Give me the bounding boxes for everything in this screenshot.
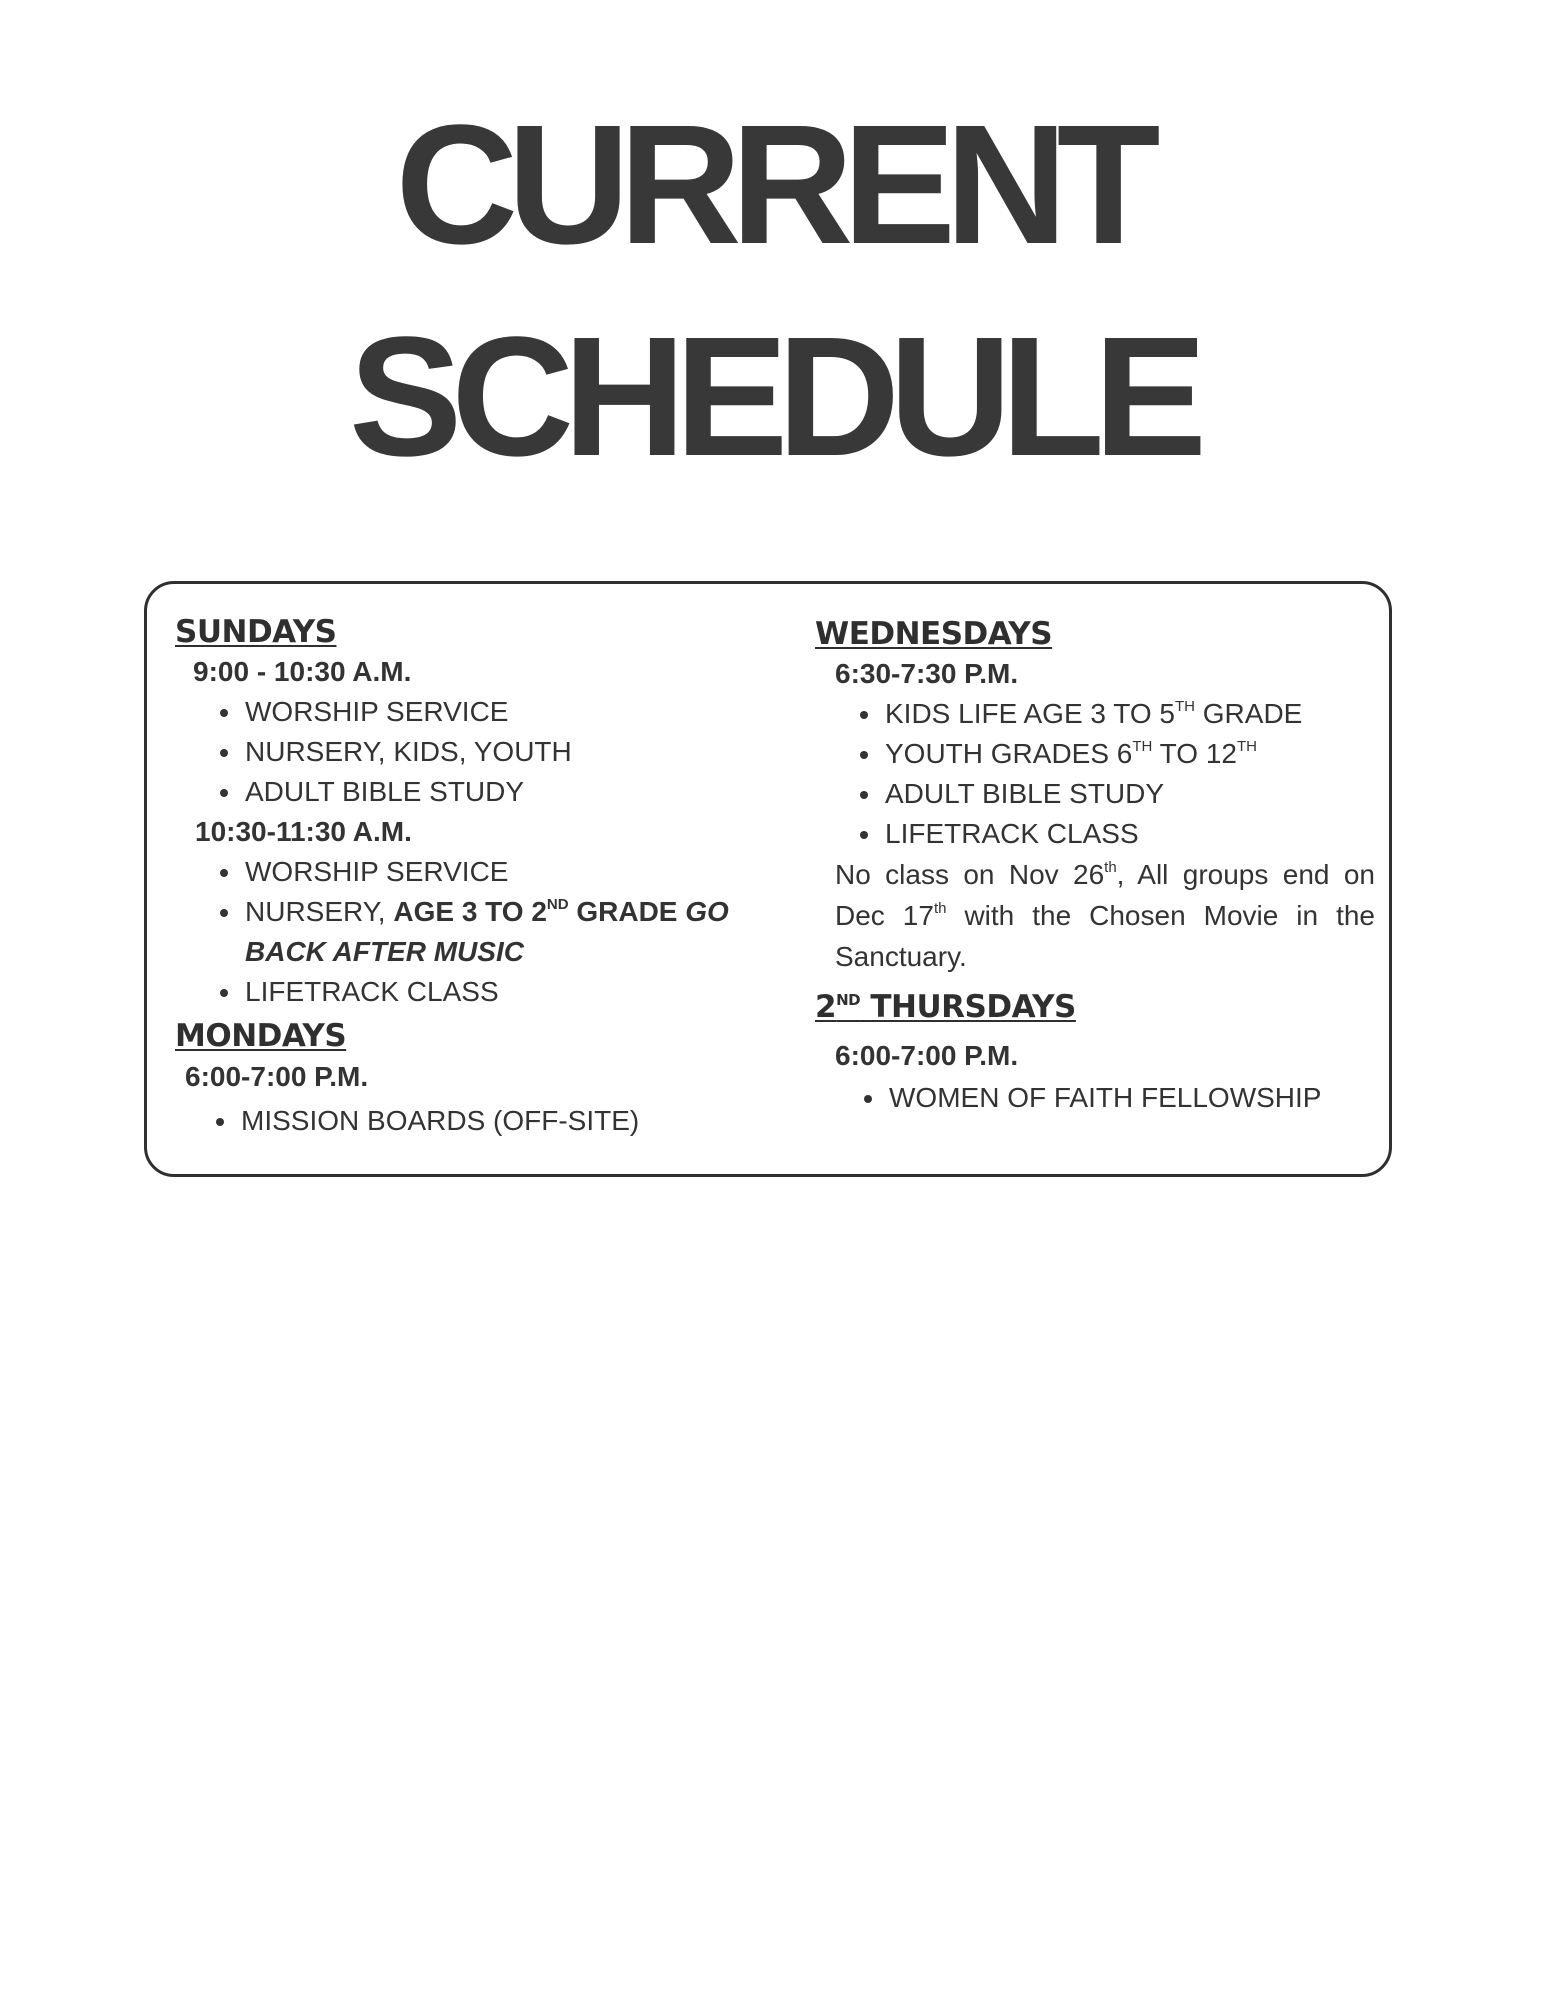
wednesdays-list [815,694,1375,854]
heading-number: 2 [815,989,837,1026]
sundays-time-1: 9:00 - 10:30 A.M. [193,656,412,688]
note-text: No class on Nov 26 [835,859,1105,891]
ordinal-suffix: ND [546,896,569,914]
title-line-1: CURRENT [395,90,1150,280]
list-item [243,892,765,972]
sundays-heading: SUNDAYS [175,614,337,650]
right-column [815,614,1375,1118]
wednesdays-time: 6:30-7:30 P.M. [835,658,1019,690]
note-text: GO BACK AFTER MUSIC [245,896,729,968]
title-line-2: SCHEDULE [348,302,1197,492]
item-text: KIDS LIFE AGE 3 TO 5 [885,698,1175,730]
note-text: , All groups end on Dec 17 [835,859,1375,932]
age-range-text: AGE 3 TO 2 [393,896,547,928]
sundays-time-2: 10:30-11:30 A.M. [195,816,412,848]
list-item: • MISSION BOARDS (OFF-SITE) [239,1101,765,1141]
ordinal-suffix: ND [836,991,861,1010]
note-text: with the Chosen Movie in the Sanctuary. [835,900,1376,973]
wednesdays-note [815,854,1375,977]
list-item: • WOMEN OF FAITH FELLOWSHIP [887,1078,1375,1118]
ordinal-suffix: th [933,900,947,918]
list-item: • LIFETRACK CLASS [883,814,1375,854]
list-item [883,734,1375,774]
heading-text: THURSDAYS [860,989,1076,1026]
list-item: • ADULT BIBLE STUDY [883,774,1375,814]
thursdays-heading [815,987,1375,1027]
ordinal-suffix: TH [1236,738,1257,756]
mondays-heading: MONDAYS [175,1018,347,1055]
grade-text: GRADE [568,896,686,928]
ordinal-suffix: TH [1174,698,1195,716]
item-text: NURSERY, [245,896,394,928]
schedule-box [144,581,1392,1177]
list-item: • ADULT BIBLE STUDY [243,772,765,812]
item-text: YOUTH GRADES 6 [885,738,1133,770]
mondays-time: 6:00-7:00 P.M. [185,1060,369,1092]
thursdays-time: 6:00-7:00 P.M. [835,1039,1019,1071]
item-text: GRADE [1194,698,1303,730]
item-text: TO 12 [1152,738,1237,770]
ordinal-suffix: TH [1132,738,1153,756]
thursdays-list [815,1078,1375,1118]
wednesdays-heading: WEDNESDAYS [815,616,1053,652]
sundays-slot1-list [175,692,765,812]
list-item: • NURSERY, KIDS, YOUTH [243,732,765,772]
list-item [883,694,1375,734]
sundays-slot2-list [175,852,765,1012]
mondays-list [175,1101,765,1141]
list-item: • WORSHIP SERVICE [243,852,765,892]
list-item: • WORSHIP SERVICE [243,692,765,732]
list-item: • LIFETRACK CLASS [243,972,765,1012]
left-column [175,612,765,1141]
ordinal-suffix: th [1104,859,1117,877]
